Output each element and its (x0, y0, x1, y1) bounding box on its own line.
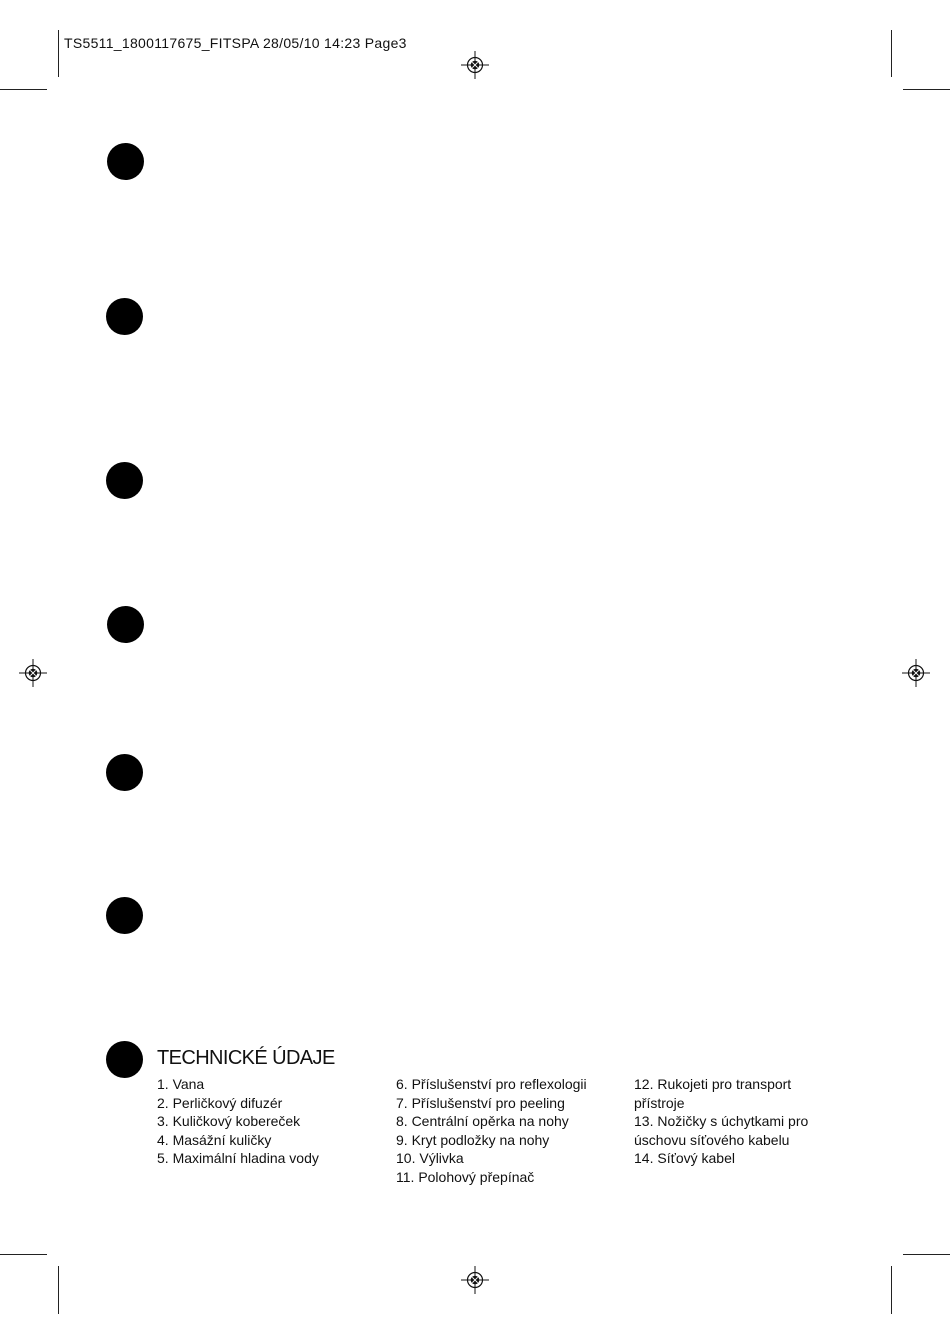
list-item: 7. Příslušenství pro peeling (396, 1094, 565, 1111)
list-item: 1. Vana (157, 1076, 205, 1092)
crop-mark-top-right-vertical (891, 30, 892, 77)
list-item: 8. Centrální opěrka na nohy (396, 1113, 569, 1130)
registration-target-icon (19, 659, 47, 687)
list-item: 2. Perličkový difuzér (157, 1094, 283, 1111)
black-circle-icon (107, 606, 144, 643)
crop-mark-bottom-right-horizontal (903, 1254, 950, 1255)
list-item: 13. Nožičky s úchytkami pro (634, 1113, 809, 1130)
parts-list-column-3 (634, 1075, 808, 1168)
crop-mark-top-left-horizontal (0, 89, 47, 90)
list-item: 14. Síťový kabel (634, 1150, 735, 1167)
registration-target-icon (461, 51, 489, 79)
section-title: TECHNICKÉ ÚDAJE (157, 1047, 335, 1069)
list-item: přístroje (634, 1094, 685, 1111)
crop-mark-top-right-horizontal (903, 89, 950, 90)
black-circle-icon (106, 754, 143, 791)
list-item: 12. Rukojeti pro transport (634, 1076, 792, 1092)
list-item: 9. Kryt podložky na nohy (396, 1131, 550, 1148)
list-item: 3. Kuličkový kobereček (157, 1113, 301, 1130)
crop-mark-top-left-vertical (58, 30, 59, 77)
parts-list-column-1 (157, 1075, 319, 1168)
black-circle-icon (106, 462, 143, 499)
crop-mark-bottom-right-vertical (891, 1266, 892, 1314)
crop-mark-bottom-left-vertical (58, 1266, 59, 1314)
print-slug: TS5511_1800117675_FITSPA 28/05/10 14:23 Page3 (64, 35, 407, 51)
black-circle-icon (106, 1041, 143, 1078)
black-circle-icon (106, 298, 143, 335)
list-item: úschovu síťového kabelu (634, 1131, 790, 1148)
registration-target-icon (902, 659, 930, 687)
crop-mark-bottom-left-horizontal (0, 1254, 47, 1255)
list-item: 6. Příslušenství pro reflexologii (396, 1076, 587, 1092)
registration-target-icon (461, 1266, 489, 1294)
list-item: 11. Polohový přepínač (396, 1168, 535, 1185)
list-item: 5. Maximální hladina vody (157, 1150, 319, 1167)
list-item: 4. Masážní kuličky (157, 1131, 272, 1148)
list-item: 10. Výlivka (396, 1150, 464, 1167)
black-circle-icon (107, 143, 144, 180)
black-circle-icon (106, 897, 143, 934)
parts-list-column-2 (396, 1075, 587, 1187)
